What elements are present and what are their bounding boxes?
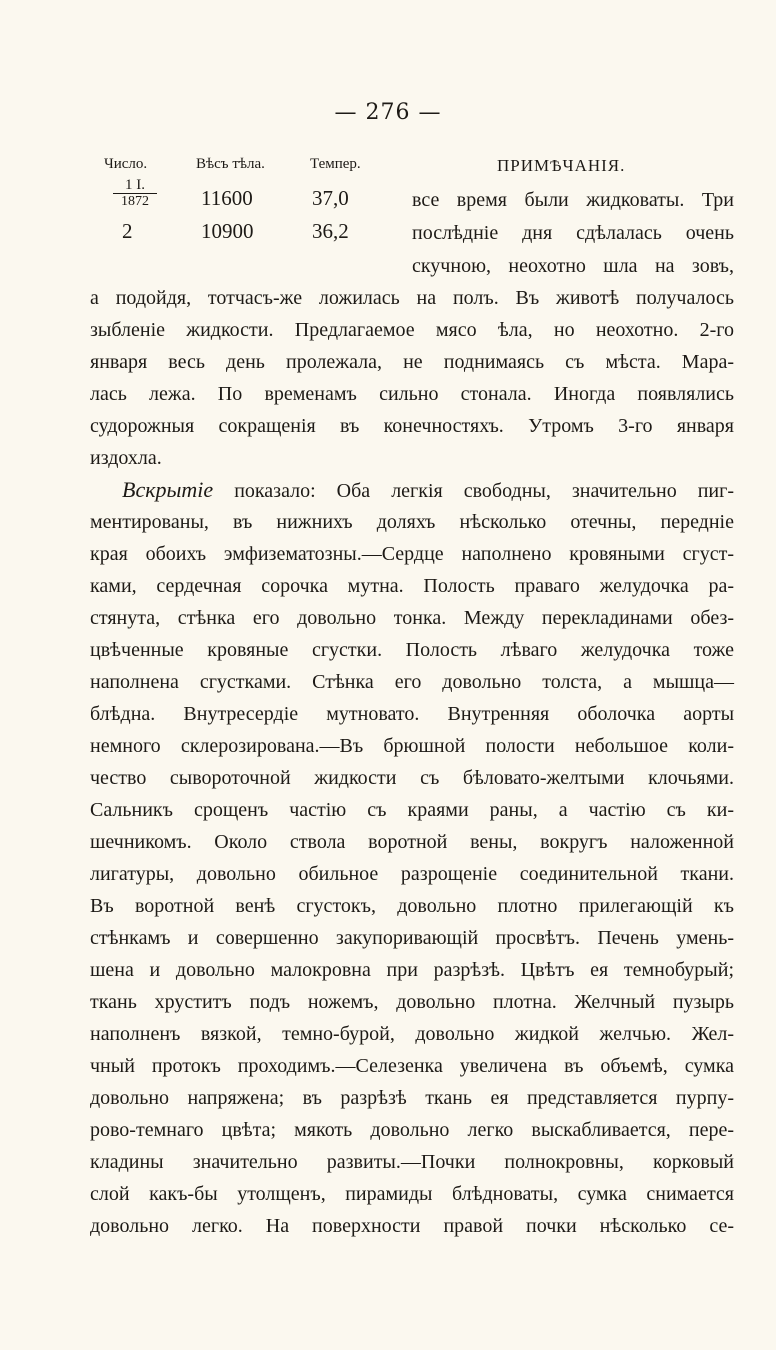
row1-temp: 37,0 (312, 186, 349, 210)
row1-date (113, 178, 157, 210)
text-line: немного склерозирована.—Въ брюшной полости небольшое коли- (90, 735, 734, 757)
text-line: шечникомъ. Около ствола воротной вены, вокругъ наложенной (90, 831, 734, 853)
text-line: стѣнкамъ и совершенно закупоривающій просвѣтъ. Печень умень- (90, 927, 734, 949)
text-line: чный протокъ проходимъ.—Селезенка увеличена въ объемѣ, сумка (90, 1055, 734, 1077)
text-line: судорожныя сокращенія въ конечностяхъ. Утромъ 3-го января (90, 415, 734, 437)
text-line: довольно напряжена; въ разрѣзѣ ткань ея представляется пурпу- (90, 1087, 734, 1109)
text-line: Въ воротной венѣ сгустокъ, довольно плотно прилегающій къ (90, 895, 734, 917)
header-notes: ПРИМѢЧАНІЯ. (497, 156, 626, 175)
text-line: ментированы, въ нижнихъ доляхъ нѣсколько отечны, передніе (90, 511, 734, 533)
text-line: чество сывороточной жидкости съ бѣловато-желтыми клочьями. (90, 767, 734, 789)
text-line: наполнена сгустками. Стѣнка его довольно толста, а мышца— (90, 671, 734, 693)
text-line: шена и довольно малокровна при разрѣзѣ. Цвѣтъ ея темнобурый; (90, 959, 734, 981)
text-line: довольно легко. На поверхности правой почки нѣсколько се- (90, 1215, 734, 1237)
text-line: кладины значительно развиты.—Почки полнокровны, корковый (90, 1151, 734, 1173)
page-number: — 276 — (334, 100, 442, 125)
text-line: показало: Оба легкія свободны, значительно пиг- (234, 480, 734, 502)
text-line: января весь день пролежала, не поднимаясь съ мѣста. Мара- (90, 351, 734, 373)
text-line: ками, сердечная сорочка мутна. Полость праваго желудочка ра- (90, 575, 734, 597)
text-line: цвѣченные кровяные сгустки. Полость лѣваго желудочка тоже (90, 639, 734, 661)
text-line: слой какъ-бы утолщенъ, пирамиды блѣдноваты, сумка снимается (90, 1183, 734, 1205)
autopsy-heading: Вскрытіе (122, 477, 214, 502)
row2-note: послѣдніе дня сдѣлалась очень (412, 222, 734, 244)
text-line: лигатуры, довольно обильное разрощеніе соединительной ткани. (90, 863, 734, 885)
text-line: Сальникъ срощенъ частію съ краями раны, а частію съ ки- (90, 799, 734, 821)
text-line: рово-темнаго цвѣта; мякоть довольно легко выскабливается, пере- (90, 1119, 734, 1141)
row1-note: все время были жидковаты. Три (412, 189, 734, 211)
note-continuation: скучною, неохотно шла на зовъ, (412, 255, 734, 277)
text-line: ткань хруститъ подъ ножемъ, довольно плотна. Желчный пузырь (90, 991, 734, 1013)
header-weight: Вѣсъ тѣла. (196, 156, 265, 172)
header-date: Число. (104, 156, 148, 172)
paragraph2-first-line (122, 476, 734, 504)
row2-weight: 10900 (201, 219, 254, 243)
row1-day: 1 I. (113, 178, 157, 194)
text-line: края обоихъ эмфизематозны.—Сердце наполнено кровяными сгуст- (90, 543, 734, 565)
header-temperature: Темпер. (310, 156, 361, 172)
row2-temp: 36,2 (312, 219, 349, 243)
row2-date: 2 (122, 219, 133, 243)
text-line: а подойдя, тотчасъ-же ложилась на полъ. Въ животѣ получалось (90, 287, 734, 309)
text-line: издохла. (90, 447, 162, 469)
row1-year: 1872 (121, 194, 149, 209)
text-line: блѣдна. Внутресердіе мутновато. Внутренняя оболочка аорты (90, 703, 734, 725)
text-line: наполненъ вязкой, темно-бурой, довольно жидкой желчью. Жел- (90, 1023, 734, 1045)
text-line: зыбленіе жидкости. Предлагаемое мясо ѣла, но неохотно. 2-го (90, 319, 734, 341)
row1-weight: 11600 (201, 186, 253, 210)
text-line: лась лежа. По временамъ сильно стонала. Иногда появлялись (90, 383, 734, 405)
text-line: стянута, стѣнка его довольно тонка. Между перекладинами обез- (90, 607, 734, 629)
